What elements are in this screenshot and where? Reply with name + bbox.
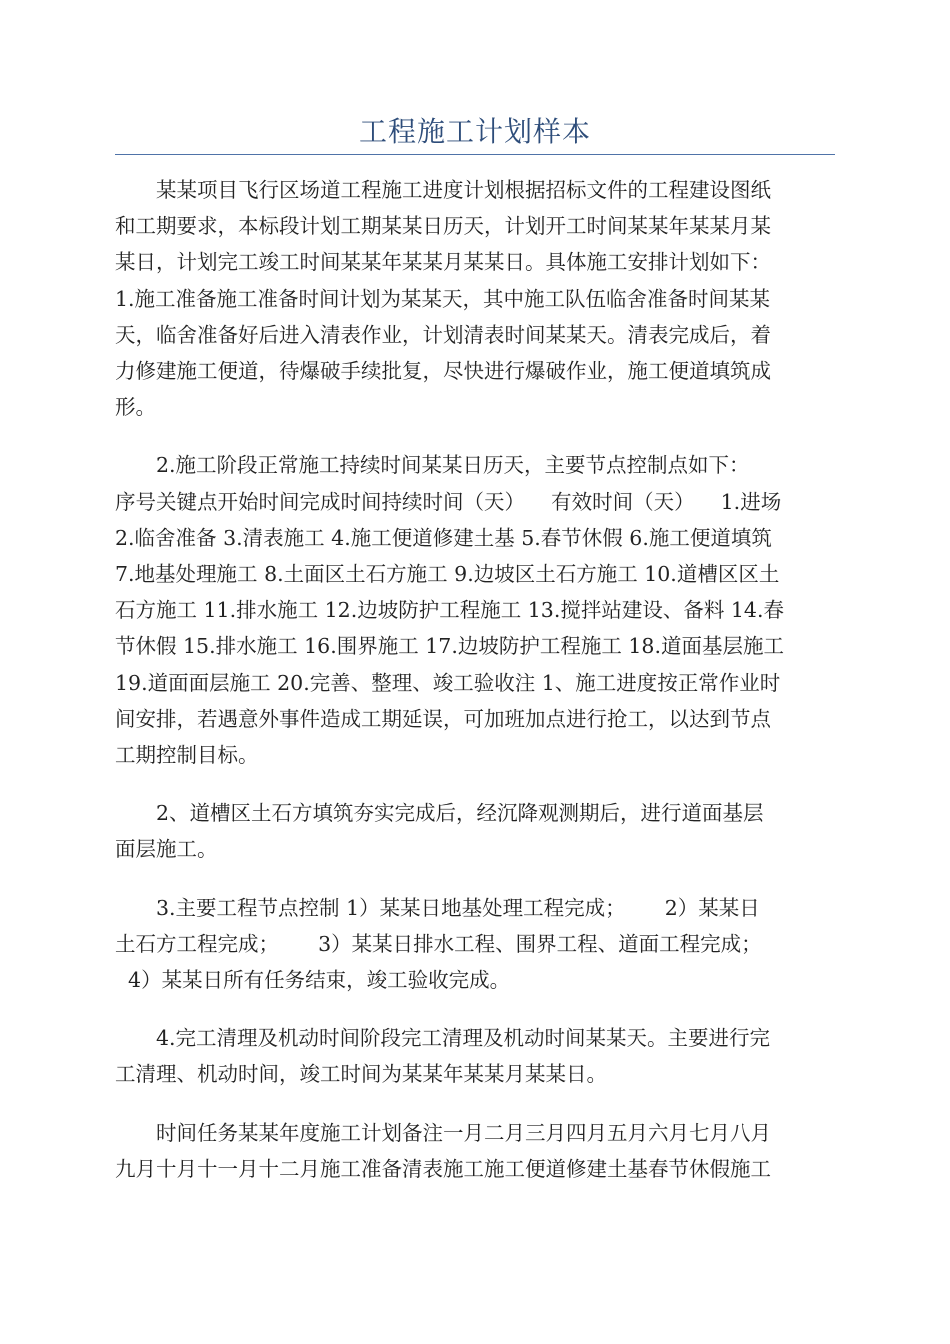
text-line: 形。 — [115, 395, 156, 420]
document-title: 工程施工计划样本 — [358, 115, 591, 148]
text-line: 某日，计划完工竣工时间某某年某某月某某日。具体施工安排计划如下： — [115, 250, 771, 275]
paragraph — [115, 890, 831, 999]
paragraph — [115, 1115, 831, 1187]
text-line: 2.施工阶段正常施工持续时间某某日历天，主要节点控制点如下： — [156, 453, 750, 478]
paragraph — [115, 172, 831, 425]
text-line: 间安排，若遇意外事件造成工期延误，可加班加点进行抢工，以达到节点 — [115, 706, 771, 731]
text-line: 7.地基处理施工 8.土面区土石方施工 9.边坡区土石方施工 10.道槽区区土 — [115, 562, 780, 587]
text-line: 石方施工 11.排水施工 12.边坡防护工程施工 13.搅拌站建设、备料 14.春 — [115, 598, 784, 623]
text-line: 和工期要求，本标段计划工期某某日历天，计划开工时间某某年某某月某 — [115, 214, 771, 239]
text-line: 九月十月十一月十二月施工准备清表施工施工便道修建土基春节休假施工 — [115, 1156, 771, 1181]
paragraph — [115, 447, 831, 773]
text-line: 19.道面面层施工 20.完善、整理、竣工验收注 1、施工进度按正常作业时 — [115, 670, 781, 695]
text-line: 力修建施工便道，待爆破手续批复，尽快进行爆破作业，施工便道填筑成 — [115, 359, 771, 384]
text-line: 工清理、机动时间，竣工时间为某某年某某月某某日。 — [115, 1062, 607, 1087]
text-line: 天，临舍准备好后进入清表作业，计划清表时间某某天。清表完成后，着 — [115, 322, 771, 347]
text-line: 某某项目飞行区场道工程施工进度计划根据招标文件的工程建设图纸 — [156, 178, 771, 202]
text-line: 2、道槽区土石方填筑夯实完成后，经沉降观测期后，进行道面基层 — [156, 801, 764, 826]
text-line: 时间任务某某年度施工计划备注一月二月三月四月五月六月七月八月 — [156, 1120, 771, 1145]
paragraph — [115, 795, 831, 867]
text-line: 4）某某日所有任务结束，竣工验收完成。 — [115, 968, 511, 993]
text-line: 工期控制目标。 — [115, 743, 259, 768]
text-line: 序号关键点开始时间完成时间持续时间（天） 有效时间（天） 1.进场 — [115, 489, 782, 514]
text-line: 2.临舍准备 3.清表施工 4.施工便道修建土基 5.春节休假 6.施工便道填筑 — [115, 525, 772, 550]
text-line: 面层施工。 — [115, 837, 218, 862]
text-line: 土石方工程完成； 3）某某日排水工程、围界工程、道面工程完成； — [115, 931, 762, 956]
title-underline — [115, 154, 835, 155]
text-line: 节休假 15.排水施工 16.围界施工 17.边坡防护工程施工 18.道面基层施工 — [115, 634, 784, 659]
text-line: 1.施工准备施工准备时间计划为某某天，其中施工队伍临舍准备时间某某 — [115, 286, 771, 311]
text-line: 3.主要工程节点控制 1）某某日地基处理工程完成； 2）某某日 — [156, 895, 760, 920]
document-body — [115, 172, 831, 1207]
paragraph — [115, 1020, 831, 1092]
text-line: 4.完工清理及机动时间阶段完工清理及机动时间某某天。主要进行完 — [156, 1026, 771, 1051]
